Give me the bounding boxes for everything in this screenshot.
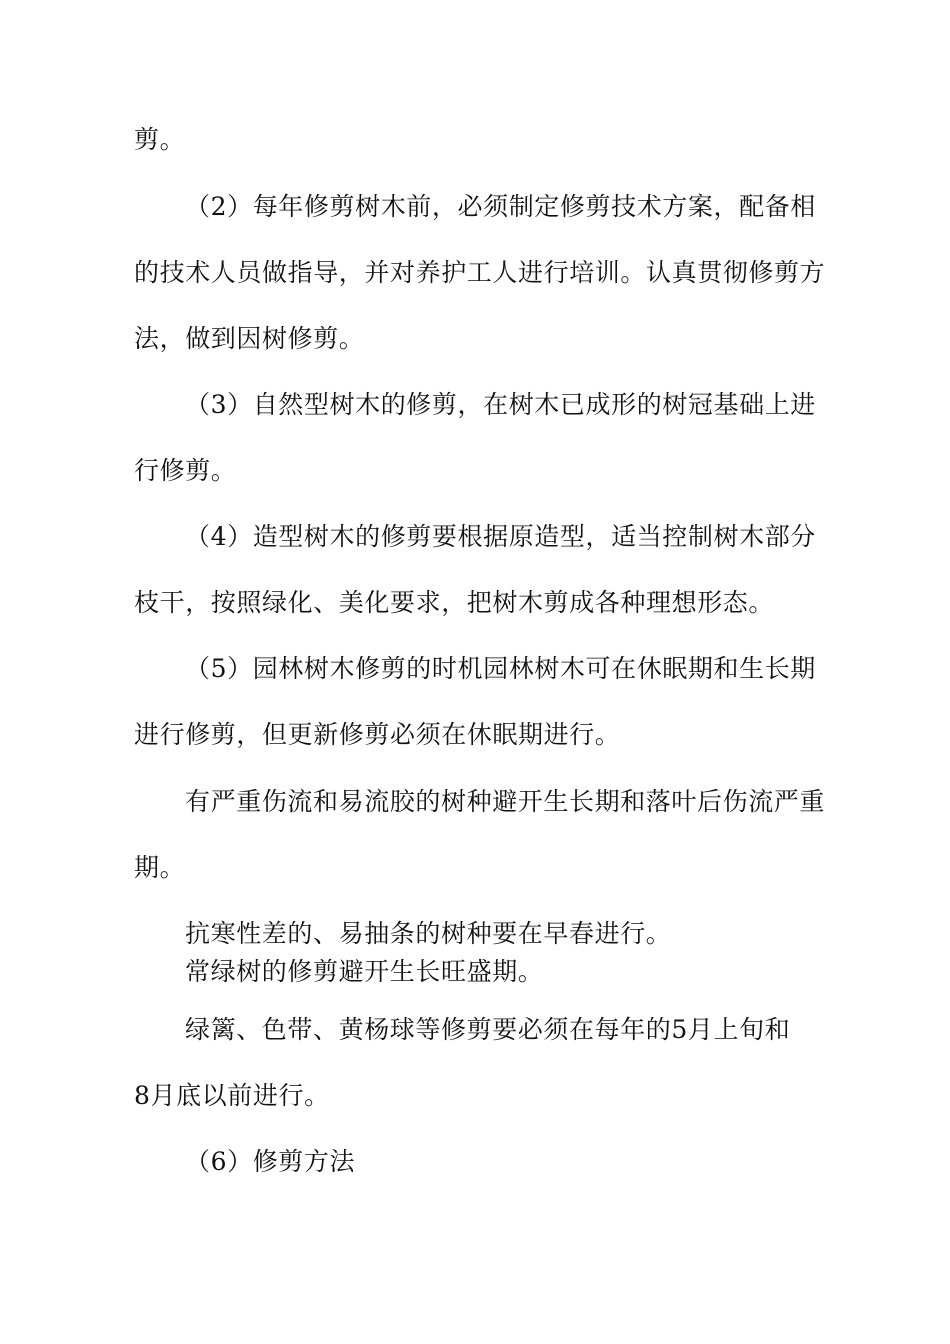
text-line: （5）园林树木修剪的时机园林树木可在休眠期和生长期 [185, 654, 816, 683]
text-line: （2）每年修剪树木前，必须制定修剪技术方案，配备相 [185, 192, 816, 221]
text-line: 法，做到因树修剪。 [134, 324, 365, 353]
text-line: （3）自然型树木的修剪，在树木已成形的树冠基础上进 [185, 390, 816, 419]
text-line: 绿篱、色带、黄杨球等修剪要必须在每年的5月上旬和 [185, 1015, 791, 1044]
text-line: 剪。 [134, 125, 186, 154]
text-line: 抗寒性差的、易抽条的树种要在早春进行。 [185, 919, 672, 948]
text-line: 进行修剪，但更新修剪必须在休眠期进行。 [134, 720, 621, 749]
text-line: （4）造型树木的修剪要根据原造型，适当控制树木部分 [185, 522, 816, 551]
text-line: 8月底以前进行。 [134, 1081, 330, 1110]
text-line: （6）修剪方法 [185, 1147, 356, 1176]
text-line: 枝干，按照绿化、美化要求，把树木剪成各种理想形态。 [134, 588, 775, 617]
text-line: 的技术人员做指导，并对养护工人进行培训。认真贯彻修剪方 [134, 258, 826, 287]
text-line: 行修剪。 [134, 456, 237, 485]
text-line: 有严重伤流和易流胶的树种避开生长期和落叶后伤流严重 [185, 787, 826, 816]
text-line: 期。 [134, 853, 186, 882]
text-line: 常绿树的修剪避开生长旺盛期。 [185, 957, 544, 986]
